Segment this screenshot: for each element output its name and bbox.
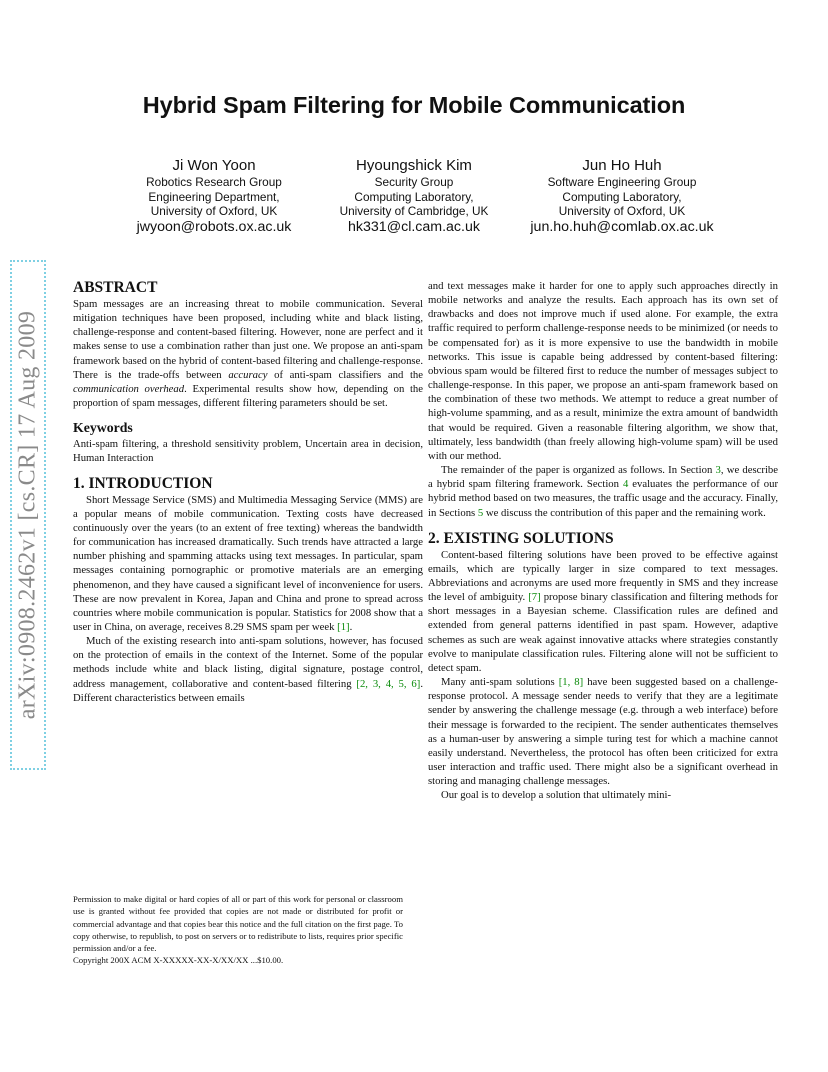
introduction-heading: 1. INTRODUCTION [73, 474, 213, 492]
author-affiliation: Software Engineering Group [547, 175, 697, 189]
section-link[interactable]: 4 [622, 478, 629, 491]
author-email: jwyoon@robots.ox.ac.uk [136, 218, 292, 235]
citation-link[interactable]: [1, 8] [558, 676, 584, 689]
author-name: Hyoungshick Kim [356, 157, 472, 174]
author-block-1 [112, 157, 316, 236]
paper-title: Hybrid Spam Filtering for Mobile Communication [142, 92, 686, 118]
section-link[interactable]: 5 [477, 506, 484, 519]
existing-solutions-heading: 2. EXISTING SOLUTIONS [428, 529, 614, 547]
arxiv-watermark[interactable] [10, 260, 46, 770]
author-block-3 [508, 157, 736, 236]
right-column [428, 279, 778, 802]
section-link[interactable]: 3 [715, 464, 721, 477]
author-email: hk331@cl.cam.ac.uk [348, 218, 480, 235]
paragraph: Many anti-spam solutions [1, 8] have been suggested based on a challenge-response protocol. A message sender needs to verify that they are a legitimate sender by answering the challenge message (e.g. through a web interface) before their message is forwarded to the recipient. The sender authenticates themselves as a human-user by answering a simple turing test for which a machine cannot easily understand. Nevertheless, the protocol has often been criticized for extra user interaction and traffic used. There might also be a significant overhead in storing and managing challenge messages. [428, 676, 778, 788]
author-affiliation: Computing Laboratory, [562, 189, 682, 204]
paragraph: and text messages make it harder for one to apply such approaches directly in mobile networks and analyze the results. Each approach has its own set of drawbacks and does not improve much if used alone. For example, the extra traffic required to perform challenge-response needs to be minimized (or needs to be compensated for) as it is more expensive to use the bandwidth in mobile networks. This issue is capable being addressed by content-based filtering: obvious spam would be filtered first to reduce the number of messages subject to challenge-response. In this paper, we propose an anti-spam framework based on the combination of these two methods. We attempt to reduce a great number of high-volume spamming, and as a result, minimize the extra amount of bandwidth that would be required. Given a reasonable filtering algorithm, we show that, ultimately, less bandwidth (than freely allowing high-volume spam) will be used with our method. [428, 280, 778, 462]
paragraph: Much of the existing research into anti-spam solutions, however, has focused on the protection of emails in the context of the Internet. Some of the popular methods include white and black listing, digital signature, postage control, address management, collaborative and content-based filtering [2, 3, 4, 5, 6]. Different characteristics between emails [73, 635, 423, 704]
citation-link[interactable]: [2, 3, 4, 5, 6] [356, 677, 421, 690]
author-affiliation: Computing Laboratory, [354, 189, 474, 204]
permission-notice: Permission to make digital or hard copies of all or part of this work for personal or classroom use is granted without fee provided that copies are not made or distributed for profit or commercial advantage and that copies bear this notice and the full citation on the first page. To copy otherwise, to republish, to post on servers or to redistribute to lists, requires prior specific permission and/or a fee. [73, 894, 403, 954]
author-affiliation: Security Group [374, 175, 454, 189]
abstract-heading: ABSTRACT [73, 279, 158, 296]
author-affiliation: University of Oxford, UK [558, 204, 686, 219]
paragraph: Content-based filtering solutions have been proved to be effective against emails, which are typically larger in size compared to text messages. Abbreviations and acronyms are used more frequently in SMS and they increase the level of ambiguity. [7] propose binary classification and filtering methods for short messages in a Bayesian scheme. Classification rules are defined and extended from general patterns identified in past spam. However, adaptive schemes as such are weak against innovative attacks where strategies constantly evolve to manipulate classification rules. Filtering alone will not be sufficient to detect spam. [428, 548, 779, 674]
paragraph: Short Message Service (SMS) and Multimedia Messaging Service (MMS) are a popular means of mobile communication. Texting costs have decreased continuously over the years (to an extent of free texting) whereas the bandwidth for communication has increased dramatically. Such trends have attracted a large number phishing and spamming attacks using text messages. In particular, spam messages containing pornographic or promotive materials are an emerging phenomenon, and they have caused a significant level of inconvenience for users. These are now prevalent in Korea, Japan and China and prone to spread across countries where mobile communication is popular. Statistics for 2008 show that a user in China, on average, receives 8.29 SMS spam per week [1]. [73, 493, 423, 633]
author-affiliation: Robotics Research Group [146, 175, 282, 189]
author-email: jun.ho.huh@comlab.ox.ac.uk [530, 218, 714, 235]
paragraph: The remainder of the paper is organized as follows. In Section 3, we describe a hybrid spam filtering framework. Section 4 evaluates the performance of our hybrid method based on two measures, the traffic usage and the accuracy. Finally, in Sections 5 we discuss the contribution of this paper and the remaining work. [428, 464, 779, 519]
author-name: Jun Ho Huh [582, 157, 662, 174]
author-block-2 [312, 157, 516, 236]
keywords-text: Anti-spam filtering, a threshold sensitivity problem, Uncertain area in decision, Human Interaction [73, 438, 423, 465]
author-name: Ji Won Yoon [172, 157, 256, 174]
citation-link[interactable]: [7] [528, 591, 541, 604]
copyright-line: Copyright 200X ACM X-XXXXX-XX-X/XX/XX ...$10.00. [73, 955, 284, 966]
arxiv-id: arXiv:0908.2462v1 [cs.CR] 17 Aug 2009 [14, 310, 41, 720]
citation-link[interactable]: [1] [337, 620, 350, 633]
author-affiliation: University of Cambridge, UK [339, 204, 489, 219]
abstract-text: Spam messages are an increasing threat to mobile communication. Several mitigation techniques have been proposed, including white and black listing, challenge-response and content-based filtering. However, none are perfect and it makes sense to use a combination rather than just one. We propose an anti-spam framework based on the hybrid of content-based filtering and challenge-response. There is the trade-offs between accuracy of anti-spam classifiers and the communication overhead. Experimental results show how, depending on the proportion of spam messages, different filtering parameters should be set. [73, 298, 424, 410]
paragraph: Our goal is to develop a solution that ultimately mini- [441, 789, 672, 802]
author-affiliation: Engineering Department, [148, 189, 280, 204]
keywords-heading: Keywords [73, 420, 133, 436]
author-affiliation: University of Oxford, UK [150, 204, 278, 219]
copyright-footnote [73, 893, 403, 967]
left-column [73, 279, 423, 705]
